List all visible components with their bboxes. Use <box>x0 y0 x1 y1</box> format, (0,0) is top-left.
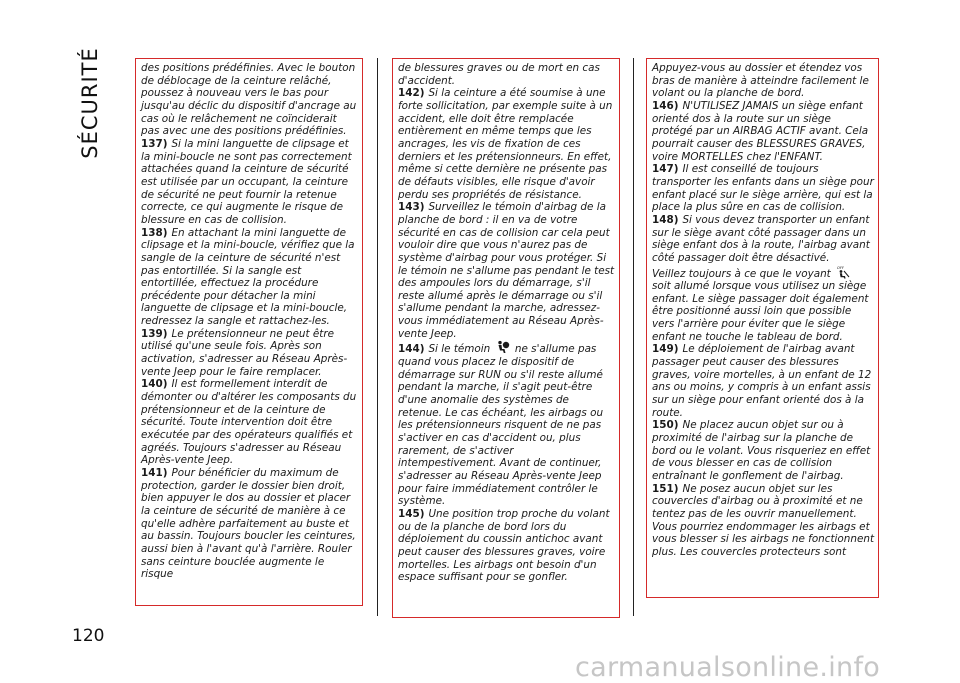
page-number: 120 <box>72 626 105 646</box>
column-divider-1 <box>377 58 378 616</box>
note-145: 145) Une position trop proche du volant ou de la planche de bord lors du déploiement du coussin antichoc avant peut causer des blessures graves, voire mortelles. Les airbags ont besoin d'un espace suffisant pour se gonfler. <box>398 507 610 584</box>
col2-intro: de blessures graves ou de mort en cas d'accident. <box>398 62 600 87</box>
note-146: 146) N'UTILISEZ JAMAIS un siège enfant orienté dos à la route sur un siège protégé par un AIRBAG ACTIF avant. Cela pourrait causer des BLESSURES GRAVES, voire MORTELLES chez l'ENFANT. <box>652 99 869 163</box>
note-138: 138) En attachant la mini languette de clipsage et la mini-boucle, vérifiez que la sangle de la ceinture de sécurité n'est pas entortillée. Si la sangle est entortillée, effectuez la procédure précédente pour détacher la mini languette de clipsage et la mini-boucle, redressez la sangle et rattachez-les. <box>141 226 355 328</box>
note-148: 148) Si vous devez transporter un enfant sur le siège avant côté passager dans un siège enfant dos à la route, l'airbag avant côté passager doit être désactivé. <box>652 213 870 264</box>
note-140: 140) Il est formellement interdit de démonter ou d'altérer les composants du prétensionneur et de la ceinture de sécurité. Toute intervention doit être exécutée par des opérateurs qualifiés et agréés. Toujours s'adresser au Réseau Après-vente Jeep. <box>141 378 357 467</box>
warning-box-column-1 <box>135 58 363 606</box>
warning-box-column-2 <box>392 58 620 618</box>
passenger-airbag-off-icon <box>836 265 850 279</box>
note-141: 141) Pour bénéficier du maximum de protection, garder le dossier bien droit, bien appuyer le dos au dossier et placer la ceinture de sécurité de manière à ce qu'elle adhère parfaitement au buste et au bassin. Toujours boucler les ceintures, aussi bien à l'avant qu'à l'arrière. Rouler sans ceinture bouclée augmente le risque <box>141 467 356 581</box>
note-144: 144) Si le témoin ne s'allume pas quand vous placez le dispositif de démarrage sur RUN ou s'il reste allumé pendant la marche, il s'agit peut-être d'une anomalie des systèmes de retenue. Le cas échéant, les airbags ou les prétensionneurs risquent de ne pas s'activer en cas d'accident ou, plus rarement, de s'activer intempestivement. Avant de continuer, s'adresser au Réseau Après-vente Jeep pour faire immédiatement contrôler le système. <box>398 340 615 508</box>
note-137: 137) Si la mini languette de clipsage et la mini-boucle ne sont pas correctement attachées quand la ceinture de sécurité est utilisée par un occupant, la ceinture de sécurité ne peut fournir la retenue correcte, ce qui augmente le risque de blessure en cas de collision. <box>141 137 352 226</box>
note-139: 139) Le prétensionneur ne peut être utilisé qu'une seule fois. Après son activation, s'adresser au Réseau Après-vente Jeep pour le faire remplacer. <box>141 327 348 378</box>
section-title: SÉCURITÉ <box>78 47 103 159</box>
col3-intro: Appuyez-vous au dossier et étendez vos bras de manière à atteindre facilement le volant ou la planche de bord. <box>652 62 869 100</box>
col1-intro: des positions prédéfinies. Avec le bouton de déblocage de la ceinture relâché, poussez à nouveau vers le bas pour jusqu'au déclic du dispositif d'ancrage au cas où le relâchement ne coïnciderait pas avec une des positions prédéfinies. <box>141 62 357 138</box>
note-142: 142) Si la ceinture a été soumise à une forte sollicitation, par exemple suite à un accident, elle doit être remplacée entièrement en même temps que les ancrages, les vis de fixation de ces derniers et les prétensionneurs. En effet, même si cette dernière ne présente pas de défauts visibles, elle risque d'avoir perdu ses propriétés de résistance. <box>398 87 613 201</box>
warning-box-column-3 <box>646 58 879 598</box>
note-143: 143) Surveillez le témoin d'airbag de la planche de bord : il en va de votre sécurité en cas de collision car cela peut vouloir dire que vous n'aurez pas de système d'airbag pour vous protéger. Si le témoin ne s'allume pas pendant le test des ampoules lors du démarrage, s'il reste allumé après le démarrage ou s'il s'allume pendant la marche, adressez-vous immédiatement au Réseau Après-vente Jeep. <box>398 201 615 340</box>
watermark: carmanualsonline.info <box>575 652 881 683</box>
note-151: 151) Ne posez aucun objet sur les couvercles d'airbag ou à proximité et ne tentez pas de les ouvrir manuellement. Vous pourriez endommager les airbags et vous blesser si les airbags ne fonctionnent plus. Les couvercles protecteurs sont <box>652 482 875 558</box>
note-150: 150) Ne placez aucun objet sur ou à proximité de l'airbag sur la planche de bord ou le volant. Vous risqueriez en effet de vous blesser en cas de collision entraînant le gonflement de l'airbag. <box>652 419 871 482</box>
airbag-warning-icon <box>496 340 510 354</box>
column-divider-2 <box>633 58 634 616</box>
note-149: 149) Le déploiement de l'airbag avant passager peut causer des blessures graves, voire mortelles, à un enfant de 12 ans ou moins, y compris à un enfant assis sur un siège pour enfant orienté dos à la route. <box>652 343 872 419</box>
note-147: 147) Il est conseillé de toujours transporter les enfants dans un siège pour enfant placé sur le siège arrière, qui est la place la plus sûre en cas de collision. <box>652 163 874 214</box>
svg-text:OFF: OFF <box>837 265 845 270</box>
note-148-continued: Veillez toujours à ce que le voyant OFF soit allumé lorsque vous utilisez un siège enfant. Le siège passager doit également être positionné aussi loin que possible vers l'arrière pour éviter que le siège enfant ne touche le tableau de bord. <box>652 265 869 343</box>
